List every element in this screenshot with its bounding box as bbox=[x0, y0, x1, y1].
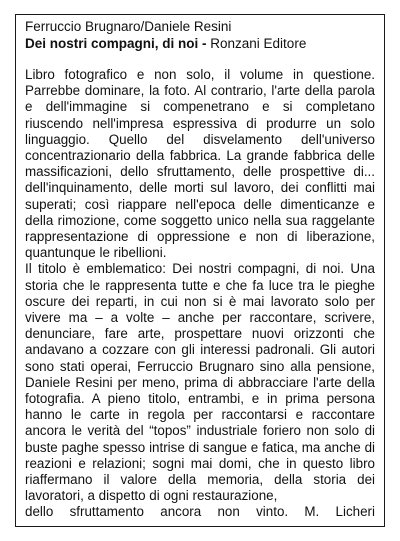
review-paragraph-2: Il titolo è emblematico: Dei nostri compagni, di noi. Una storia che le rappresenta tutte e che fa luce tra le pieghe oscure dei reparti, in cui non si è mai lavorato solo per vivere ma – a volte – anche per raccontare, scrivere, denunciare, fare arte, prospettare nuovi orizzonti che andavano a cozzare con gli interessi padronali. Gli autori sono stati operai, Ferruccio Brugnaro sino alla pensione, Daniele Resini per meno, prima di abbracciare l'arte della fotografia. A pieno titolo, entrambi, e in prima persona hanno le carte in regola per raccontarsi e raccontare ancora le verità del “topos” industriale foriero non solo di buste paghe spesso intrise di sangue e fatica, ma anche di reazioni e relazioni; sogni mai domi, che in questo libro riaffermano il valore della memoria, della storia dei lavoratori, a dispetto di ogni restaurazione, bbox=[25, 261, 375, 504]
closing-text: dello sfruttamento ancora non vinto. bbox=[25, 504, 289, 520]
book-publisher: Ronzani Editore bbox=[206, 36, 307, 51]
review-paragraph-1: Libro fotografico e non solo, il volume in questione. Parrebbe dominare, la foto. Al contrario, l'arte della parola e dell'immagine si compenetrano e si completano riuscendo nell'impresa espressiva di produrre un solo linguaggio. Quello del disvelamento dell'universo concentrazionario della fabbrica. La grande fabbrica delle massificazioni, dello sfruttamento, delle prospettive di... dell'inquinamento, delle morti sul lavoro, dei conflitti mai superati; così riappare nell'epoca delle dimenticanze e della rimozione, come soggetto unico nella sua raggelante rappresentazione di oppressione e non di liberazione, quantunque le ribellioni. bbox=[25, 67, 375, 261]
book-title: Dei nostri compagni, di noi - bbox=[25, 36, 207, 51]
review-signature: M. Licheri bbox=[304, 504, 375, 520]
review-header bbox=[25, 18, 380, 52]
book-authors: Ferruccio Brugnaro/Daniele Resini bbox=[25, 19, 232, 34]
book-title-line bbox=[25, 35, 380, 52]
closing-line bbox=[25, 504, 375, 520]
review-body bbox=[25, 67, 375, 521]
